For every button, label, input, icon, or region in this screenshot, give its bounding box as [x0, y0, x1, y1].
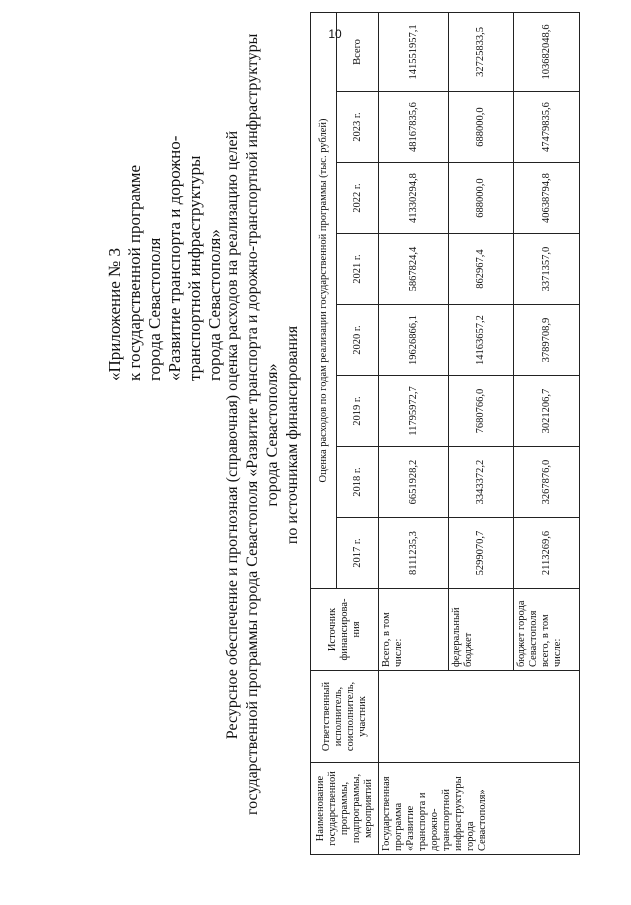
- value-cell: 6651928,2: [379, 447, 449, 518]
- financing-table: [310, 12, 580, 855]
- value-cell: 5299070,7: [449, 518, 514, 589]
- appendix-line: «Развитие транспорта и дорожно-: [165, 135, 184, 381]
- value-cell: 32725833,5: [449, 12, 514, 91]
- header-program-name: Наименование государственной программы, подпрограммы, мероприятий: [311, 763, 379, 855]
- header-year: 2017 г.: [337, 518, 379, 589]
- appendix-line: транспортной инфраструктуры: [185, 155, 204, 381]
- header-total: Всего: [337, 12, 379, 91]
- heading-line: по источникам финансирования: [284, 325, 301, 545]
- value-cell: 103682048,6: [514, 12, 580, 91]
- value-cell: 2113269,6: [514, 518, 580, 589]
- document-heading: [223, 33, 303, 815]
- value-cell: 862967,4: [449, 234, 514, 305]
- rotated-page-content: [55, 15, 615, 855]
- appendix-line: к государственной программе: [125, 164, 144, 381]
- heading-line: Ресурсное обеспечение и прогнозная (справочная) оценка расходов на реализацию целей: [224, 130, 241, 740]
- value-cell: 688000,0: [449, 92, 514, 163]
- value-cell: 11795972,7: [379, 376, 449, 447]
- value-cell: 3021206,7: [514, 376, 580, 447]
- value-cell: 3789708,9: [514, 305, 580, 376]
- page-number: 10: [328, 27, 342, 41]
- appendix-line: города Севастополя»: [205, 229, 224, 381]
- heading-line: города Севастополя»: [264, 363, 281, 507]
- value-cell: 47479835,6: [514, 92, 580, 163]
- header-executor: Ответственный исполнитель, соисполнитель, участник: [311, 671, 379, 763]
- value-cell: 41330294,8: [379, 163, 449, 234]
- table-row: [379, 12, 449, 854]
- executor-cell: [379, 671, 580, 763]
- source-cell: бюджет города Севастополя всего, в том числе:: [514, 589, 580, 671]
- source-cell: Всего, в том числе:: [379, 589, 449, 671]
- appendix-line: «Приложение № 3: [105, 248, 124, 381]
- value-cell: 5867824,4: [379, 234, 449, 305]
- appendix-block: [105, 51, 225, 381]
- value-cell: 14163657,2: [449, 305, 514, 376]
- source-cell: федеральный бюджет: [449, 589, 514, 671]
- header-year: 2021 г.: [337, 234, 379, 305]
- value-cell: 3371357,0: [514, 234, 580, 305]
- header-source: Источник финансирова-ния: [311, 589, 379, 671]
- value-cell: 48167835,6: [379, 92, 449, 163]
- value-cell: 19626866,1: [379, 305, 449, 376]
- header-year: 2018 г.: [337, 447, 379, 518]
- value-cell: 141551957,1: [379, 12, 449, 91]
- value-cell: 40638794,8: [514, 163, 580, 234]
- value-cell: 688000,0: [449, 163, 514, 234]
- value-cell: 3343372,2: [449, 447, 514, 518]
- header-estimate: Оценка расходов по годам реализации государственной программы (тыс. рублей): [311, 12, 337, 588]
- value-cell: 7680766,0: [449, 376, 514, 447]
- value-cell: 8111235,3: [379, 518, 449, 589]
- header-year: 2020 г.: [337, 305, 379, 376]
- header-year: 2023 г.: [337, 92, 379, 163]
- program-name-cell: Государственная программа «Развитие транспорта и дорожно-транспортной инфраструктуры города Севастополя»: [379, 763, 580, 855]
- appendix-line: города Севастополя: [145, 237, 164, 381]
- heading-line: государственной программы города Севастополя «Развитие транспорта и дорожно-транспортной инфраструктуры: [244, 33, 261, 815]
- header-year: 2022 г.: [337, 163, 379, 234]
- value-cell: 3267876,0: [514, 447, 580, 518]
- header-year: 2019 г.: [337, 376, 379, 447]
